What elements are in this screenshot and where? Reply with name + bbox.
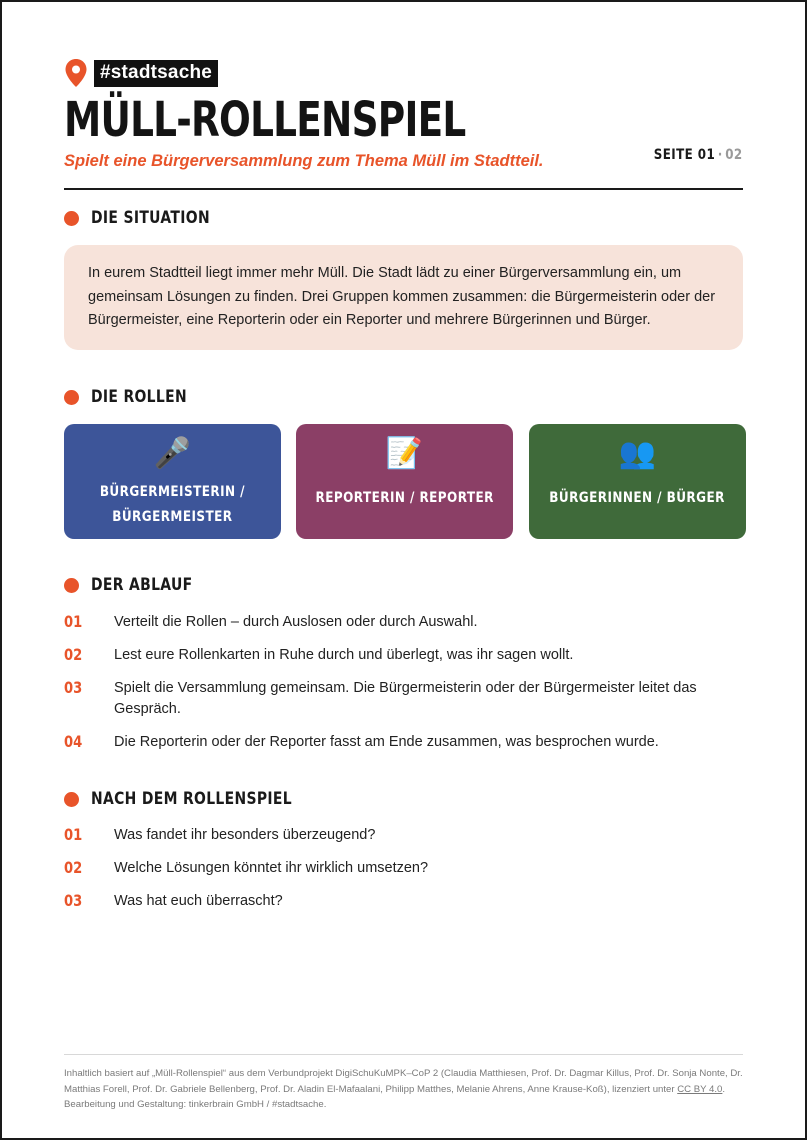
section-title: DIE SITUATION xyxy=(91,208,210,228)
role-card-reporter xyxy=(296,424,513,539)
section-title: DER ABLAUF xyxy=(91,575,193,595)
footer-period: . xyxy=(722,1083,726,1095)
step-number: 01 xyxy=(64,612,83,631)
section-heading-procedure xyxy=(64,575,215,595)
step-text: Spielt die Versammlung gemeinsam. Die Bürgermeisterin oder der Bürgermeister leitet das Gespräch. xyxy=(114,680,697,717)
role-card-citizens xyxy=(529,424,746,539)
list-item xyxy=(64,858,743,879)
list-item xyxy=(64,732,743,753)
bullet-dot-icon xyxy=(64,390,79,405)
step-text: Die Reporterin oder der Reporter fasst am Ende zusammen, was besprochen wurde. xyxy=(114,734,659,750)
page-title: MÜLL-ROLLENSPIEL xyxy=(64,92,466,148)
section-heading-situation xyxy=(64,208,236,228)
header-divider xyxy=(64,188,743,190)
section-title: NACH DEM ROLLENSPIEL xyxy=(91,789,292,809)
section-heading-reflection xyxy=(64,789,336,809)
footer-credit: Bearbeitung und Gestaltung: tinkerbrain GmbH / #stadtsache. xyxy=(64,1099,327,1110)
question-number: 01 xyxy=(64,825,83,844)
page-number xyxy=(654,147,743,163)
step-number: 03 xyxy=(64,678,83,697)
step-number: 02 xyxy=(64,645,83,664)
list-item xyxy=(64,612,743,633)
section-title: DIE ROLLEN xyxy=(91,387,187,407)
question-number: 02 xyxy=(64,858,83,877)
page-subtitle: Spielt eine Bürgerversammlung zum Thema Müll im Stadtteil. xyxy=(64,152,544,170)
role-card-mayor xyxy=(64,424,281,539)
page-total: 02 xyxy=(725,147,743,163)
brand-logo xyxy=(64,58,218,88)
role-label xyxy=(100,480,245,530)
role-label: REPORTERIN / REPORTER xyxy=(315,490,494,506)
people-icon: 👥 xyxy=(618,437,657,470)
step-number: 04 xyxy=(64,732,83,751)
memo-icon: 📝 xyxy=(385,437,424,470)
location-pin-icon xyxy=(64,58,88,88)
list-item xyxy=(64,645,743,666)
bullet-dot-icon xyxy=(64,792,79,807)
list-item xyxy=(64,891,743,912)
role-label-line-2: BÜRGERMEISTER xyxy=(112,509,233,525)
microphone-icon: 🎤 xyxy=(153,437,192,470)
step-text: Lest eure Rollenkarten in Ruhe durch und überlegt, was ihr sagen wollt. xyxy=(114,647,574,663)
question-text: Was fandet ihr besonders überzeugend? xyxy=(114,827,376,843)
list-item xyxy=(64,678,743,720)
roles-grid xyxy=(64,424,746,539)
license-link[interactable]: CC BY 4.0 xyxy=(677,1083,723,1095)
role-label-line-1: BÜRGERMEISTERIN / xyxy=(99,484,246,500)
footer-credits xyxy=(64,1066,743,1113)
question-text: Welche Lösungen könntet ihr wirklich umsetzen? xyxy=(114,860,429,876)
question-text: Was hat euch überrascht? xyxy=(114,893,283,909)
bullet-dot-icon xyxy=(64,211,79,226)
role-label: BÜRGERINNEN / BÜRGER xyxy=(549,490,726,506)
section-heading-roles xyxy=(64,387,208,407)
step-text: Verteilt die Rollen – durch Auslosen oder durch Auswahl. xyxy=(114,614,478,630)
list-item xyxy=(64,825,743,846)
situation-box: In eurem Stadtteil liegt immer mehr Müll. Die Stadt lädt zu einer Bürgerversammlung ein, um gemeinsam Lösungen zu finden. Drei Gruppen kommen zusammen: die Bürgermeisterin oder der Bürgermeister, eine Reporterin oder ein Reporter und mehrere Bürgerinnen und Bürger. xyxy=(64,245,743,350)
footer-attribution: Inhaltlich basiert auf „Müll-Rollenspiel“ aus dem Verbundprojekt DigiSchuKuMPK–CoP 2 (Claudia Matthiesen, Prof. Dr. Dagmar Killus, Prof. Dr. Sonja Nonte, Dr. Matthias Forell, Prof. Dr. Gabriele Bellenberg, Prof. Dr. Aladin El-Mafaalani, Philipp Matthes, Melanie Ahrens, Anne Krause-Koß), lizenziert unter xyxy=(64,1068,743,1095)
question-number: 03 xyxy=(64,891,83,910)
brand-tag: #stadtsache xyxy=(94,60,218,87)
page-separator: · xyxy=(718,147,724,163)
footer-divider xyxy=(64,1054,743,1055)
page-label: SEITE 01 xyxy=(654,147,716,163)
bullet-dot-icon xyxy=(64,578,79,593)
